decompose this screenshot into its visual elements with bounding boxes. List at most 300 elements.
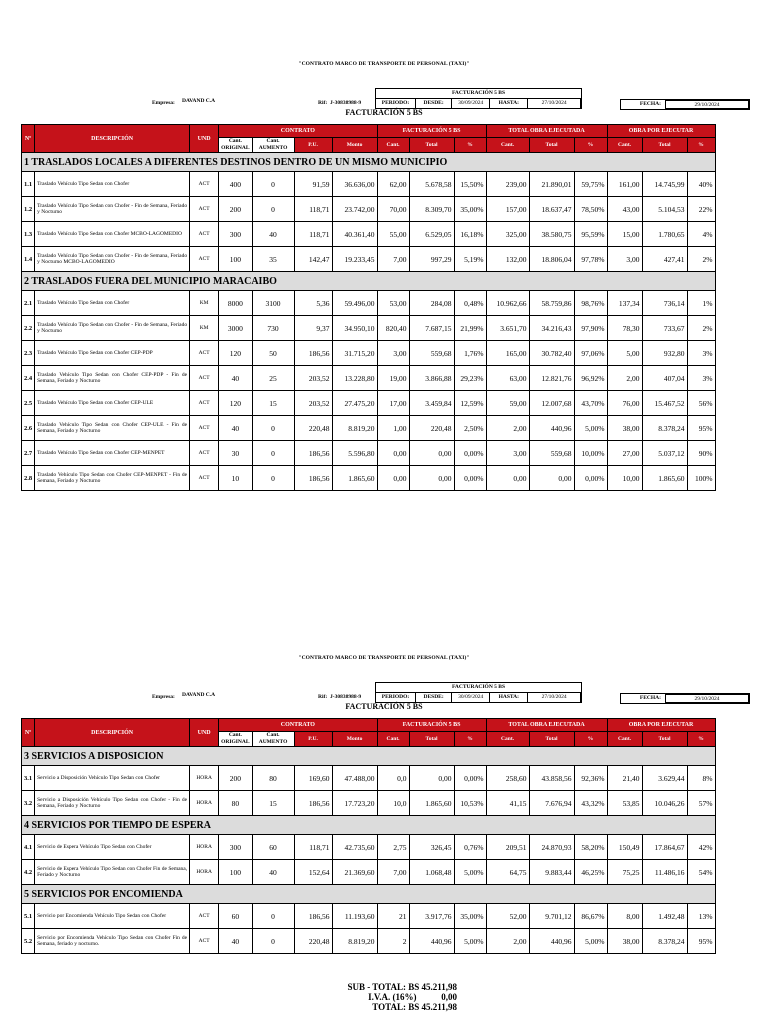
table-cell: 53,00 xyxy=(377,291,409,316)
table-cell: 0 xyxy=(252,172,294,197)
table-cell: 3100 xyxy=(252,291,294,316)
table-cell: 2,50% xyxy=(454,416,486,441)
table-cell: 70,00 xyxy=(377,197,409,222)
table-cell: Traslado Vehículo Tipo Sedan con Chofer - Fin de Semana, Feriado y Nocturno xyxy=(35,316,190,341)
subheader-cell: Cant. xyxy=(486,732,529,747)
subheader-cell: Total xyxy=(529,732,574,747)
fecha-value: 29/10/2024 xyxy=(665,100,749,109)
table-cell: 46,25% xyxy=(574,860,607,885)
table-cell: 0,00 xyxy=(377,466,409,491)
table-cell: 35,00% xyxy=(454,904,486,929)
table-cell: 0,00 xyxy=(486,466,529,491)
table-cell: 2,00 xyxy=(607,366,642,391)
table-cell: 9,37 xyxy=(294,316,332,341)
periodo-label: PERIODO: xyxy=(376,99,416,108)
section-title: 4 SERVICIOS POR TIEMPO DE ESPERA xyxy=(22,816,716,835)
table-cell: 427,41 xyxy=(642,247,687,272)
table-cell: 1.068,48 xyxy=(409,860,454,885)
table-cell: 9.701,12 xyxy=(529,904,574,929)
subheader-cell: Monto xyxy=(332,138,377,153)
table-cell: 10,00% xyxy=(574,441,607,466)
table-cell: 36.636,00 xyxy=(332,172,377,197)
table-cell: KM xyxy=(190,316,219,341)
table-cell: 12,59% xyxy=(454,391,486,416)
table-cell: 730 xyxy=(252,316,294,341)
table-cell: Traslado Vehículo Tipo Sedan con Chofer CEP-ULE xyxy=(35,391,190,416)
table-cell: 5.678,58 xyxy=(409,172,454,197)
table-cell: 2,75 xyxy=(377,835,409,860)
table-cell: Traslado Vehículo Tipo Sedan con Chofer CEP-ULE - Fin de Semana, Feriado y Nocturno xyxy=(35,416,190,441)
table-cell: 63,00 xyxy=(486,366,529,391)
table-cell: 47.488,00 xyxy=(332,766,377,791)
hasta-value: 27/10/2024 xyxy=(528,99,581,108)
table-cell: 97,90% xyxy=(574,316,607,341)
col-descripcion: DESCRIPCIÓN xyxy=(35,719,190,747)
table-row xyxy=(22,341,716,366)
table-cell: 43,32% xyxy=(574,791,607,816)
table-cell: 0,76% xyxy=(454,835,486,860)
table-cell: 132,00 xyxy=(486,247,529,272)
table-cell: 24.870,93 xyxy=(529,835,574,860)
table-cell: 0,00% xyxy=(454,766,486,791)
table-cell: 7.687,15 xyxy=(409,316,454,341)
col-contrato: CONTRATO xyxy=(219,719,377,732)
table-cell: ACT xyxy=(190,416,219,441)
table-cell: 6.529,05 xyxy=(409,222,454,247)
hasta-value: 27/10/2024 xyxy=(528,693,581,702)
section-title: 1 TRASLADOS LOCALES A DIFERENTES DESTINOS DENTRO DE UN MISMO MUNICIPIO xyxy=(22,153,716,172)
table-cell: 40 xyxy=(252,860,294,885)
table-row xyxy=(22,291,716,316)
table-cell: 3% xyxy=(687,341,715,366)
periodo-label: PERIODO: xyxy=(376,693,416,702)
table-cell: ACT xyxy=(190,247,219,272)
billing-table xyxy=(21,124,716,491)
facturacion-box: FACTURACIÓN 5 BS xyxy=(375,682,582,693)
table-cell: 97,06% xyxy=(574,341,607,366)
table-cell: 7.676,94 xyxy=(529,791,574,816)
table-cell: Traslado Vehículo Tipo Sedan con Chofer CEP-PDP xyxy=(35,341,190,366)
table-row xyxy=(22,835,716,860)
desde-label: DESDE: xyxy=(416,99,452,108)
table-cell: 8.819,20 xyxy=(332,416,377,441)
table-cell: 57% xyxy=(687,791,715,816)
table-row xyxy=(22,791,716,816)
table-cell: ACT xyxy=(190,466,219,491)
section-row xyxy=(22,153,716,172)
table-cell: 932,80 xyxy=(642,341,687,366)
table-cell: 0 xyxy=(252,904,294,929)
table-cell: 15 xyxy=(252,791,294,816)
subheader-cell: Cant. xyxy=(607,138,642,153)
table-cell: 40 xyxy=(219,416,252,441)
table-row xyxy=(22,366,716,391)
table-cell: Servicio a Disposición Vehículo Tipo Sedan con Chofer xyxy=(35,766,190,791)
table-cell: ACT xyxy=(190,172,219,197)
table-cell: 407,04 xyxy=(642,366,687,391)
table-cell: 0,00 xyxy=(529,466,574,491)
table-cell: 0,00% xyxy=(454,466,486,491)
table-cell: 2.7 xyxy=(22,441,35,466)
subheader-cell: Cant. xyxy=(377,732,409,747)
table-cell: 75,25 xyxy=(607,860,642,885)
subheader-cell: % xyxy=(574,138,607,153)
subheader-cell: Cant. AUMENTO xyxy=(252,732,294,747)
table-cell: 5.1 xyxy=(22,904,35,929)
subheader-cell: Total xyxy=(409,138,454,153)
table-cell: 40 xyxy=(219,366,252,391)
table-cell: 1.3 xyxy=(22,222,35,247)
table-cell: 62,00 xyxy=(377,172,409,197)
table-cell: 2.5 xyxy=(22,391,35,416)
table-cell: 8.819,20 xyxy=(332,929,377,954)
table-cell: 150,49 xyxy=(607,835,642,860)
col-und: UND xyxy=(190,719,219,747)
table-cell: 0,48% xyxy=(454,291,486,316)
subheader-cell: Cant. ORIGINAL xyxy=(219,138,252,153)
table-cell: 42.735,60 xyxy=(332,835,377,860)
subheader-cell: P.U. xyxy=(294,732,332,747)
table-cell: 2 xyxy=(377,929,409,954)
table-cell: 152,64 xyxy=(294,860,332,885)
table-cell: 58.759,86 xyxy=(529,291,574,316)
table-cell: 12.821,76 xyxy=(529,366,574,391)
table-cell: 34.216,43 xyxy=(529,316,574,341)
table-caption: FACTURACIÓN 5 BS xyxy=(345,108,423,117)
table-cell: 10.962,66 xyxy=(486,291,529,316)
subheader-cell: Total xyxy=(409,732,454,747)
table-cell: 10.046,26 xyxy=(642,791,687,816)
table-cell: 200 xyxy=(219,766,252,791)
table-cell: 186,56 xyxy=(294,466,332,491)
table-cell: 78,30 xyxy=(607,316,642,341)
table-cell: 2.1 xyxy=(22,291,35,316)
table-cell: 118,71 xyxy=(294,835,332,860)
table-cell: 118,71 xyxy=(294,197,332,222)
table-cell: 56% xyxy=(687,391,715,416)
table-cell: 21,40 xyxy=(607,766,642,791)
table-cell: 2.2 xyxy=(22,316,35,341)
table-cell: 18.637,47 xyxy=(529,197,574,222)
table-cell: 0 xyxy=(252,466,294,491)
table-cell: HORA xyxy=(190,835,219,860)
table-cell: 0 xyxy=(252,416,294,441)
col-descripcion: DESCRIPCIÓN xyxy=(35,125,190,153)
section-title: 2 TRASLADOS FUERA DEL MUNICIPIO MARACAIBO xyxy=(22,272,716,291)
table-cell: 19,00 xyxy=(377,366,409,391)
table-cell: 3.917,76 xyxy=(409,904,454,929)
table-cell: 220,48 xyxy=(294,416,332,441)
table-cell: 8,00 xyxy=(607,904,642,929)
table-cell: 42% xyxy=(687,835,715,860)
subheader-cell: % xyxy=(574,732,607,747)
table-cell: 98,76% xyxy=(574,291,607,316)
table-cell: 21.890,01 xyxy=(529,172,574,197)
table-cell: 169,60 xyxy=(294,766,332,791)
table-cell: 5.037,12 xyxy=(642,441,687,466)
table-cell: 239,00 xyxy=(486,172,529,197)
table-cell: 21,99% xyxy=(454,316,486,341)
table-cell: 27.475,20 xyxy=(332,391,377,416)
table-cell: 220,48 xyxy=(409,416,454,441)
table-cell: 23.742,00 xyxy=(332,197,377,222)
table-cell: 29,23% xyxy=(454,366,486,391)
table-cell: 43.858,56 xyxy=(529,766,574,791)
desde-label: DESDE: xyxy=(416,693,452,702)
subheader-cell: Cant. AUMENTO xyxy=(252,138,294,153)
table-cell: Traslado Vehículo Tipo Sedan con Chofer xyxy=(35,172,190,197)
table-cell: Traslado Vehículo Tipo Sedan con Chofer CEP-PDP - Fin de Semana, Feriado y Nocturno xyxy=(35,366,190,391)
table-cell: 165,00 xyxy=(486,341,529,366)
table-cell: 3.629,44 xyxy=(642,766,687,791)
table-cell: 53,85 xyxy=(607,791,642,816)
table-cell: ACT xyxy=(190,904,219,929)
table-cell: 17.723,20 xyxy=(332,791,377,816)
table-cell: 38,00 xyxy=(607,929,642,954)
table-cell: 400 xyxy=(219,172,252,197)
table-cell: 5.596,80 xyxy=(332,441,377,466)
table-cell: 31.715,20 xyxy=(332,341,377,366)
table-cell: 10,00 xyxy=(607,466,642,491)
table-cell: 440,96 xyxy=(409,929,454,954)
table-cell: KM xyxy=(190,291,219,316)
table-cell: 54% xyxy=(687,860,715,885)
table-cell: 4.2 xyxy=(22,860,35,885)
table-cell: 203,52 xyxy=(294,391,332,416)
fecha-label: FECHA: xyxy=(639,695,661,701)
table-cell: 35 xyxy=(252,247,294,272)
table-cell: HORA xyxy=(190,860,219,885)
subheader-cell: P.U. xyxy=(294,138,332,153)
table-cell: 2.6 xyxy=(22,416,35,441)
table-cell: 11.193,60 xyxy=(332,904,377,929)
table-cell: 3.459,84 xyxy=(409,391,454,416)
table-cell: 326,45 xyxy=(409,835,454,860)
table-cell: 0 xyxy=(252,197,294,222)
table-cell: 1.865,60 xyxy=(642,466,687,491)
col-und: UND xyxy=(190,125,219,153)
table-cell: Servicio por Encomienda Vehículo Tipo Sedan con Chofer Fin de Semana, feriado y nocturno. xyxy=(35,929,190,954)
iva-value: 0,00 xyxy=(441,992,457,1002)
subheader-cell: Cant. xyxy=(607,732,642,747)
table-cell: 92,36% xyxy=(574,766,607,791)
table-cell: 2,00 xyxy=(486,416,529,441)
table-cell: 0,00% xyxy=(454,441,486,466)
table-cell: 5,00% xyxy=(454,929,486,954)
table-cell: 2% xyxy=(687,247,715,272)
table-cell: 820,40 xyxy=(377,316,409,341)
table-cell: 3,00 xyxy=(607,247,642,272)
table-cell: 95% xyxy=(687,929,715,954)
table-cell: 22% xyxy=(687,197,715,222)
table-cell: 997,29 xyxy=(409,247,454,272)
table-cell: 300 xyxy=(219,835,252,860)
table-cell: 43,00 xyxy=(607,197,642,222)
col-facturacion: FACTURACIÓN 5 BS xyxy=(377,719,486,732)
table-cell: ACT xyxy=(190,197,219,222)
desde-value: 30/09/2024 xyxy=(452,99,490,108)
table-cell: ACT xyxy=(190,929,219,954)
table-cell: 1.2 xyxy=(22,197,35,222)
table-cell: 90% xyxy=(687,441,715,466)
col-ejecutada: TOTAL OBRA EJECUTADA xyxy=(486,719,607,732)
table-cell: 3,00 xyxy=(486,441,529,466)
table-cell: 59,00 xyxy=(486,391,529,416)
table-cell: 284,08 xyxy=(409,291,454,316)
table-cell: Traslado Vehículo Tipo Sedan con Chofer MCBO-LAGOMEDIO xyxy=(35,222,190,247)
table-cell: 1.865,60 xyxy=(332,466,377,491)
table-cell: 0,00% xyxy=(574,466,607,491)
table-cell: 100 xyxy=(219,247,252,272)
col-n: Nº xyxy=(22,125,35,153)
table-cell: ACT xyxy=(190,341,219,366)
table-cell: 258,60 xyxy=(486,766,529,791)
table-cell: Traslado Vehículo Tipo Sedan con Chofer CEP-MENPET xyxy=(35,441,190,466)
section-title: 5 SERVICIOS POR ENCOMIENDA xyxy=(22,885,716,904)
table-row xyxy=(22,904,716,929)
table-cell: 440,96 xyxy=(529,929,574,954)
table-cell: 40 xyxy=(219,929,252,954)
total-label: TOTAL: BS xyxy=(372,1002,420,1012)
table-cell: 59.496,00 xyxy=(332,291,377,316)
table-cell: 0,0 xyxy=(377,766,409,791)
table-cell: 5.2 xyxy=(22,929,35,954)
subheader-cell: % xyxy=(687,138,715,153)
section-row xyxy=(22,272,716,291)
table-cell: 86,67% xyxy=(574,904,607,929)
table-cell: 440,96 xyxy=(529,416,574,441)
table-cell: 1.780,65 xyxy=(642,222,687,247)
table-cell: 50 xyxy=(252,341,294,366)
subheader-cell: Cant. xyxy=(377,138,409,153)
table-row xyxy=(22,222,716,247)
fecha-label: FECHA: xyxy=(639,101,661,107)
table-cell: 5.104,53 xyxy=(642,197,687,222)
table-cell: 300 xyxy=(219,222,252,247)
table-cell: 12.007,68 xyxy=(529,391,574,416)
table-cell: 34.950,10 xyxy=(332,316,377,341)
rif-label: Rif: xyxy=(318,694,328,700)
table-cell: 0,00 xyxy=(409,441,454,466)
table-cell: 60 xyxy=(252,835,294,860)
table-cell: 2.4 xyxy=(22,366,35,391)
total-value: 45.211,98 xyxy=(421,1002,457,1012)
table-cell: 5,00% xyxy=(574,929,607,954)
table-cell: Servicio de Espera Vehículo Tipo Sedan con Chofer xyxy=(35,835,190,860)
table-cell: 80 xyxy=(219,791,252,816)
table-cell: 60 xyxy=(219,904,252,929)
table-cell: 11.486,16 xyxy=(642,860,687,885)
empresa-label: Empresa: xyxy=(152,694,175,700)
col-ejecutada: TOTAL OBRA EJECUTADA xyxy=(486,125,607,138)
subheader-cell: Total xyxy=(642,138,687,153)
table-cell: 186,56 xyxy=(294,441,332,466)
table-cell: 2,00 xyxy=(486,929,529,954)
table-cell: 3.2 xyxy=(22,791,35,816)
table-cell: 100% xyxy=(687,466,715,491)
rif-value: J-30838988-9 xyxy=(330,100,362,106)
table-cell: 1,76% xyxy=(454,341,486,366)
subheader-cell: % xyxy=(687,732,715,747)
table-cell: 559,68 xyxy=(409,341,454,366)
col-por-ejecutar: OBRA POR EJECUTAR xyxy=(607,125,715,138)
table-row xyxy=(22,441,716,466)
table-cell: 18.806,04 xyxy=(529,247,574,272)
subheader-cell: Total xyxy=(529,138,574,153)
table-cell: 1% xyxy=(687,291,715,316)
table-cell: 30 xyxy=(219,441,252,466)
table-cell: 120 xyxy=(219,341,252,366)
table-cell: 1.492,48 xyxy=(642,904,687,929)
table-row xyxy=(22,929,716,954)
col-facturacion: FACTURACIÓN 5 BS xyxy=(377,125,486,138)
table-row xyxy=(22,466,716,491)
table-row xyxy=(22,860,716,885)
table-cell: 27,00 xyxy=(607,441,642,466)
table-cell: 19.233,45 xyxy=(332,247,377,272)
table-cell: 120 xyxy=(219,391,252,416)
table-cell: 142,47 xyxy=(294,247,332,272)
col-por-ejecutar: OBRA POR EJECUTAR xyxy=(607,719,715,732)
table-cell: 209,51 xyxy=(486,835,529,860)
table-cell: 2% xyxy=(687,316,715,341)
table-cell: 13% xyxy=(687,904,715,929)
table-cell: 4% xyxy=(687,222,715,247)
section-row xyxy=(22,747,716,766)
table-cell: 200 xyxy=(219,197,252,222)
table-cell: 15,50% xyxy=(454,172,486,197)
table-cell: 78,50% xyxy=(574,197,607,222)
table-cell: 95,59% xyxy=(574,222,607,247)
empresa-label: Empresa: xyxy=(152,100,175,106)
table-cell: ACT xyxy=(190,222,219,247)
table-cell: 1.4 xyxy=(22,247,35,272)
table-cell: 96,92% xyxy=(574,366,607,391)
subheader-cell: Cant. ORIGINAL xyxy=(219,732,252,747)
table-cell: 17,00 xyxy=(377,391,409,416)
hasta-label: HASTA: xyxy=(490,693,528,702)
section-title: 3 SERVICIOS A DISPOSICION xyxy=(22,747,716,766)
table-cell: 157,00 xyxy=(486,197,529,222)
table-cell: 3.1 xyxy=(22,766,35,791)
header-row xyxy=(22,719,716,732)
table-cell: 80 xyxy=(252,766,294,791)
table-cell: 8.378,24 xyxy=(642,416,687,441)
table-cell: Traslado Vehículo Tipo Sedan con Chofer xyxy=(35,291,190,316)
table-cell: 3000 xyxy=(219,316,252,341)
table-cell: 186,56 xyxy=(294,904,332,929)
table-cell: 118,71 xyxy=(294,222,332,247)
subheader-cell: Total xyxy=(642,732,687,747)
table-cell: 55,00 xyxy=(377,222,409,247)
table-cell: 59,75% xyxy=(574,172,607,197)
table-cell: ACT xyxy=(190,391,219,416)
table-cell: 0,00 xyxy=(409,466,454,491)
table-row xyxy=(22,766,716,791)
contract-title: "CONTRATO MARCO DE TRANSPORTE DE PERSONAL (TAXI)" xyxy=(298,61,470,67)
table-cell: 25 xyxy=(252,366,294,391)
table-cell: 0,00 xyxy=(409,766,454,791)
table-cell: 3.866,88 xyxy=(409,366,454,391)
table-cell: 5,36 xyxy=(294,291,332,316)
header-row xyxy=(22,125,716,138)
table-cell: 8.309,70 xyxy=(409,197,454,222)
table-row xyxy=(22,247,716,272)
rif-label: Rif: xyxy=(318,100,328,106)
table-cell: 186,56 xyxy=(294,341,332,366)
table-cell: 15 xyxy=(252,391,294,416)
col-n: Nº xyxy=(22,719,35,747)
